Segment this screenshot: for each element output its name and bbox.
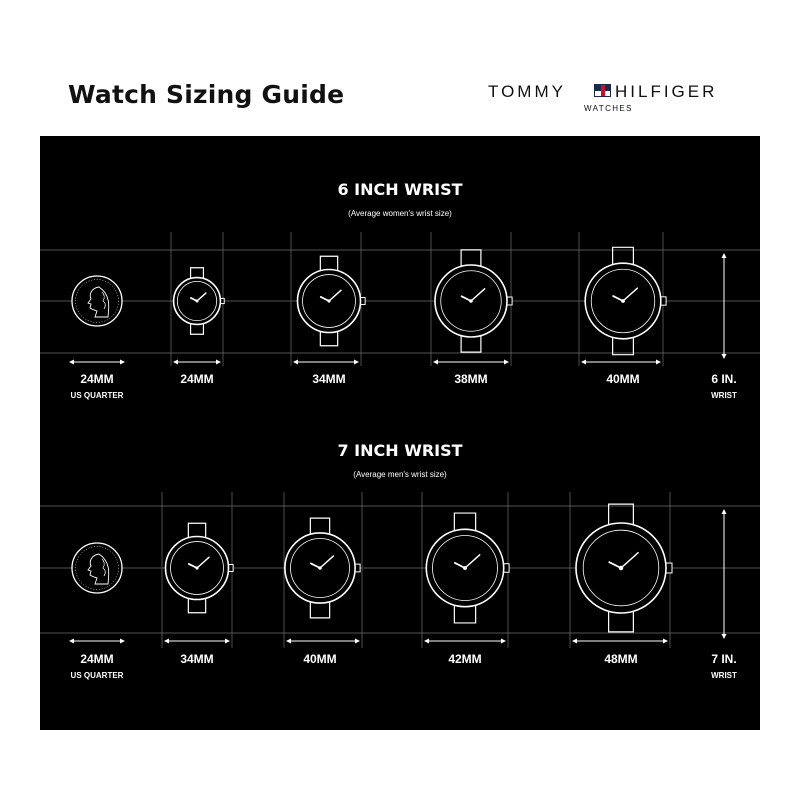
watch-size-label: 40MM <box>606 372 640 386</box>
arrow-head <box>355 639 360 644</box>
quarter-size-label: 24MM <box>80 652 114 666</box>
wrist-name-label: WRIST <box>711 671 737 680</box>
arrow-head <box>216 360 221 365</box>
arrow-head <box>433 360 438 365</box>
watch-size-label: 40MM <box>303 652 337 666</box>
watch-illustration <box>426 513 509 623</box>
arrow-head <box>663 639 668 644</box>
watch-size-label: 24MM <box>180 372 214 386</box>
watch-dimension-arrow <box>433 360 509 365</box>
watch-center-pin <box>463 566 467 570</box>
watch-size-label: 34MM <box>312 372 346 386</box>
watch-illustration <box>174 268 225 334</box>
brand-name-left: TOMMY <box>488 82 566 101</box>
arrow-head <box>581 360 586 365</box>
watch-dimension-arrow <box>572 639 668 644</box>
wrist-size-label: 7 IN. <box>711 652 737 666</box>
watch-dimension-arrow <box>424 639 506 644</box>
quarter-size-label: 24MM <box>80 372 114 386</box>
watch-center-pin <box>619 566 624 571</box>
page-title: Watch Sizing Guide <box>68 80 345 109</box>
arrow-head <box>286 639 291 644</box>
brand-name-right: HILFIGER <box>615 82 718 101</box>
arrow-head <box>504 360 509 365</box>
watch-center-pin <box>195 566 198 569</box>
watch-center-pin <box>196 300 199 303</box>
watch-dimension-arrow <box>286 639 360 644</box>
brand-name <box>488 82 718 102</box>
quarter-name-label: US QUARTER <box>70 671 124 680</box>
arrow-head <box>656 360 661 365</box>
watch-dimension-arrow <box>164 639 230 644</box>
arrow-head <box>722 354 727 359</box>
wrist-dimension-arrow <box>722 509 727 639</box>
watch-size-label: 42MM <box>448 652 482 666</box>
section-subtitle-6-inch: (Average women's wrist size) <box>348 209 452 218</box>
flag-icon <box>594 84 611 97</box>
sizing-chart-graphic <box>40 136 760 730</box>
watch-center-pin <box>621 299 625 303</box>
watch-dimension-arrow <box>173 360 221 365</box>
watch-center-pin <box>327 299 330 302</box>
us-quarter-coin-icon <box>72 276 122 326</box>
arrow-head <box>120 360 125 365</box>
quarter-name-label: US QUARTER <box>70 391 124 400</box>
watch-illustration <box>585 247 666 354</box>
arrow-head <box>722 634 727 639</box>
watch-dimension-arrow <box>293 360 359 365</box>
arrow-head <box>722 253 727 258</box>
arrow-head <box>164 639 169 644</box>
arrow-head <box>173 360 178 365</box>
watch-center-pin <box>469 299 473 303</box>
coin-rim <box>72 543 122 593</box>
arrow-head <box>572 639 577 644</box>
quarter-dimension-arrow <box>69 639 125 644</box>
brand-subtitle: WATCHES <box>584 104 633 113</box>
sizing-chart-panel <box>40 136 760 730</box>
watch-size-label: 34MM <box>180 652 214 666</box>
arrow-head <box>293 360 298 365</box>
arrow-head <box>69 639 74 644</box>
watch-dimension-arrow <box>581 360 661 365</box>
arrow-head <box>501 639 506 644</box>
watch-illustration <box>285 518 360 618</box>
arrow-head <box>424 639 429 644</box>
arrow-head <box>120 639 125 644</box>
arrow-head <box>225 639 230 644</box>
coin-rim <box>72 276 122 326</box>
watch-illustration <box>435 250 512 352</box>
arrow-head <box>69 360 74 365</box>
arrow-head <box>354 360 359 365</box>
quarter-dimension-arrow <box>69 360 125 365</box>
wrist-name-label: WRIST <box>711 391 737 400</box>
arrow-head <box>722 509 727 514</box>
section-title-7-inch: 7 INCH WRIST <box>337 441 463 460</box>
wrist-size-label: 6 IN. <box>711 372 737 386</box>
us-quarter-coin-icon <box>72 543 122 593</box>
watch-size-label: 38MM <box>454 372 488 386</box>
watch-center-pin <box>318 566 322 570</box>
watch-illustration <box>298 256 366 345</box>
section-title-6-inch: 6 INCH WRIST <box>337 180 463 199</box>
section-subtitle-7-inch: (Average men's wrist size) <box>353 470 447 479</box>
watch-illustration <box>166 523 234 612</box>
watch-size-label: 48MM <box>604 652 638 666</box>
watch-illustration <box>576 504 672 632</box>
wrist-dimension-arrow <box>722 253 727 359</box>
brand-logo <box>488 82 734 118</box>
